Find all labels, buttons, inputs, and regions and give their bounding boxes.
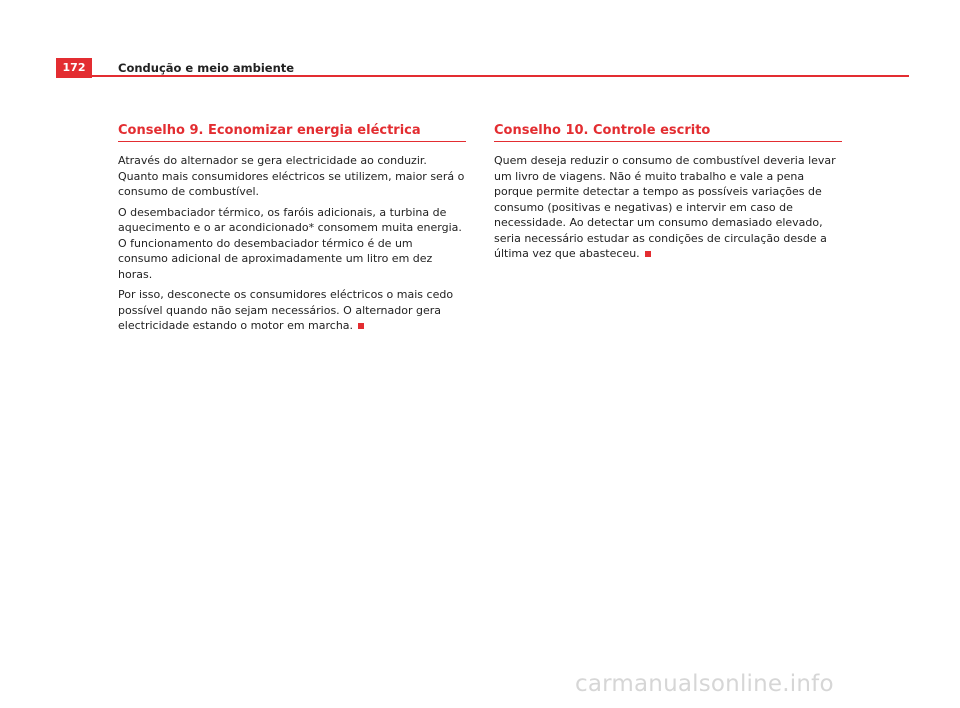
paragraph-last [494, 153, 842, 262]
end-of-section-icon [645, 251, 651, 257]
header-rule [92, 75, 909, 77]
paragraph: Através do alternador se gera electricidade ao conduzir. Quanto mais consumidores eléctricos se utilizem, maior será o consumo de combustível. [118, 154, 465, 198]
section-conselho-10 [494, 123, 842, 267]
section-conselho-9 [118, 123, 466, 339]
watermark: carmanualsonline.info [575, 671, 834, 697]
chapter-title: Condução e meio ambiente [118, 61, 295, 75]
paragraph: O desembaciador térmico, os faróis adicionais, a turbina de aquecimento e o ar acondicionado* consomem muita energia. O funcionamento do desembaciador térmico é de um consumo adicional de aproximadamente um litro em dez horas. [118, 205, 462, 281]
end-of-section-icon [358, 323, 364, 329]
paragraph-last [118, 287, 466, 334]
paragraph-text: Por isso, desconecte os consumidores eléctricos o mais cedo possível quando não sejam necessários. O alternador gera electricidade estando o motor em marcha. [118, 288, 454, 332]
page-number-badge: 172 [56, 58, 92, 78]
section-title: Conselho 9. Economizar energia eléctrica [118, 123, 466, 142]
section-title: Conselho 10. Controle escrito [494, 123, 842, 142]
paragraph-text: Quem deseja reduzir o consumo de combustível deveria levar um livro de viagens. Não é muito trabalho e vale a pena porque permite detectar a tempo as possíveis variações de consumo (positivas e negativas) e intervir em caso de necessidade. Ao detectar um consumo demasiado elevado, seria necessário estudar as condições de circulação desde a última vez que abasteceu. [494, 154, 836, 260]
